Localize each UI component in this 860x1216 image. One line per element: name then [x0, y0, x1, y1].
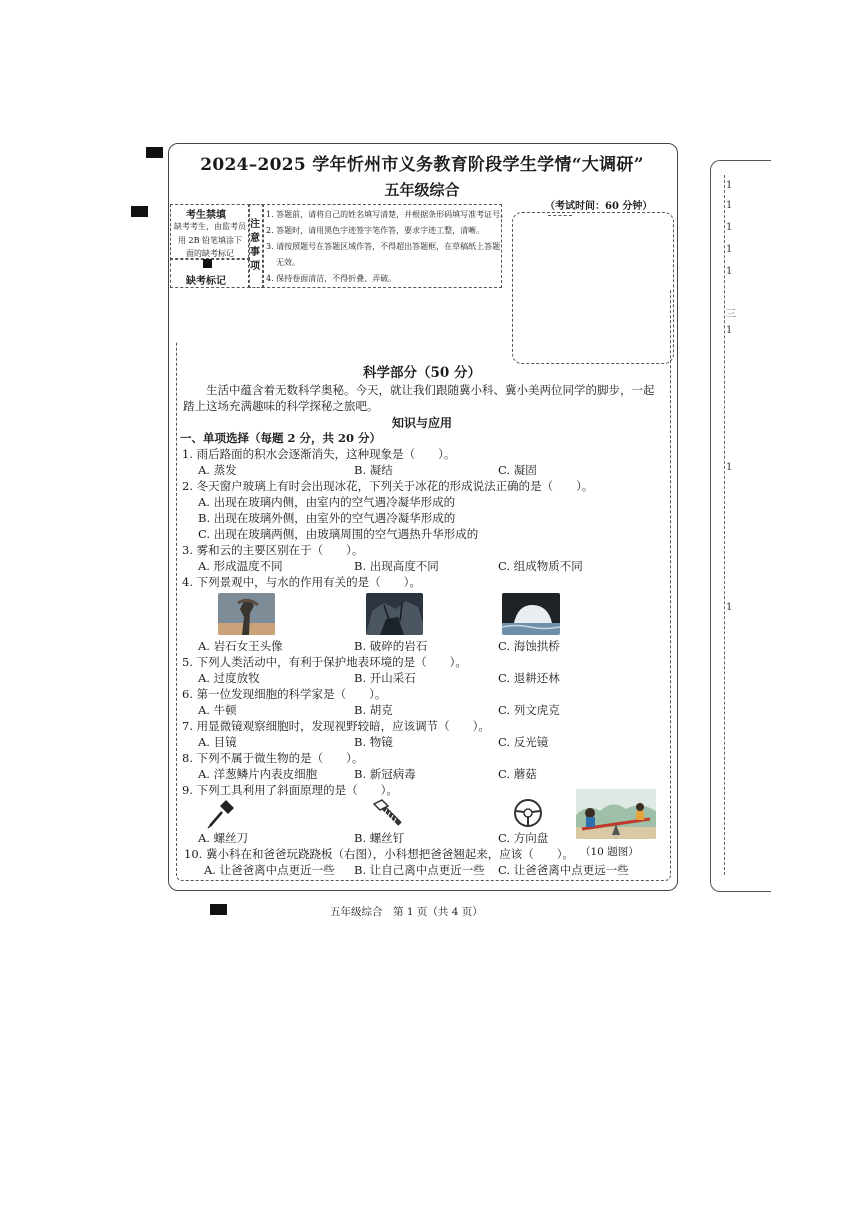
- option[interactable]: B. 让自己离中点更近一些: [354, 863, 485, 877]
- notice-line: 4. 保持卷面清洁，不得折叠、弄破。: [266, 274, 397, 283]
- notice-line: 无效。: [276, 258, 300, 267]
- option[interactable]: B. 物镜: [354, 735, 393, 749]
- option[interactable]: B. 螺丝钉: [354, 831, 405, 845]
- question-stem: 9. 下列工具利用了斜面原理的是（ ）。: [182, 783, 398, 797]
- notice-label: 注意事项: [250, 219, 260, 272]
- question-stem: 8. 下列不属于微生物的是（ ）。: [182, 751, 364, 765]
- next-page-tick: 1: [726, 602, 733, 613]
- group-title: 一、单项选择（每题 2 分，共 20 分）: [180, 431, 382, 445]
- option[interactable]: C. 列文虎克: [498, 703, 560, 717]
- option[interactable]: C. 退耕还林: [498, 671, 560, 685]
- notice-line: 1. 答题前，请将自己的姓名填写清楚，并根据条形码填写准考证号。: [266, 210, 509, 219]
- option[interactable]: C. 组成物质不同: [498, 559, 583, 573]
- blank-area: [176, 290, 502, 342]
- absent-label: 缺考标记: [186, 276, 226, 287]
- science-section-title: 科学部分（50 分）: [363, 365, 481, 381]
- notice-line: 3. 请按照题号在答题区域作答，不得超出答题框，在草稿纸上答题: [266, 242, 501, 251]
- option[interactable]: A. 目镜: [198, 735, 237, 749]
- option[interactable]: B. 凝结: [354, 463, 393, 477]
- exam-time: （考试时间：60 分钟）: [545, 201, 653, 212]
- option[interactable]: C. 方向盘: [498, 831, 549, 845]
- registration-mark: [146, 147, 163, 158]
- question-stem: 1. 雨后路面的积水会逐渐消失，这种现象是（ ）。: [182, 447, 456, 461]
- option[interactable]: A. 过度放牧: [198, 671, 260, 685]
- figure-caption: （10 题图）: [580, 846, 639, 858]
- option[interactable]: A. 出现在玻璃内侧，由室内的空气遇冷凝华形成的: [198, 495, 456, 509]
- sea-arch-photo: [502, 593, 560, 635]
- intro-line: 生活中蕴含着无数科学奥秘。今天，就让我们跟随冀小科、冀小美两位同学的脚步，一起: [206, 383, 655, 397]
- screwdriver-icon: [206, 798, 236, 830]
- option[interactable]: C. 让爸爸离中点更远一些: [498, 863, 629, 877]
- option[interactable]: A. 蒸发: [198, 463, 237, 477]
- intro-line: 踏上这场充满趣味的科学探秘之旅吧。: [183, 399, 379, 413]
- option[interactable]: B. 破碎的岩石: [354, 639, 428, 653]
- option[interactable]: A. 牛顿: [198, 703, 237, 717]
- absent-mark-square[interactable]: [203, 259, 212, 268]
- registration-mark: [210, 904, 227, 915]
- option[interactable]: B. 出现高度不同: [354, 559, 439, 573]
- barcode-slot: [548, 215, 572, 216]
- question-stem: 10. 冀小科在和爸爸玩跷跷板（右图），小科想把爸爸翘起来，应该（ ）。: [184, 847, 574, 861]
- next-page-tick: 1: [726, 266, 733, 277]
- page-footer: 五年级综合 第 1 页（共 4 页）: [330, 906, 483, 918]
- next-page-tick: 三: [726, 309, 736, 320]
- option[interactable]: C. 凝固: [498, 463, 537, 477]
- next-page-tick: 1: [726, 244, 733, 255]
- question-stem: 6. 第一位发现细胞的科学家是（ ）。: [182, 687, 387, 701]
- registration-mark: [131, 206, 148, 217]
- question-stem: 3. 雾和云的主要区别在于（ ）。: [182, 543, 364, 557]
- option[interactable]: A. 形成温度不同: [198, 559, 283, 573]
- option[interactable]: A. 洋葱鳞片内表皮细胞: [198, 767, 318, 781]
- question-stem: 7. 用显微镜观察细胞时，发现视野较暗，应该调节（ ）。: [182, 719, 490, 733]
- option[interactable]: B. 新冠病毒: [354, 767, 416, 781]
- option[interactable]: B. 出现在玻璃外侧，由室外的空气遇冷凝华形成的: [198, 511, 456, 525]
- forbidden-label: 考生禁填: [186, 210, 226, 221]
- exam-subtitle: 五年级综合: [384, 181, 460, 199]
- exam-title: 2024–2025 学年忻州市义务教育阶段学生学情“大调研”: [200, 155, 644, 175]
- next-page-tick: 1: [726, 200, 733, 211]
- next-page-dashed-border: [724, 175, 727, 875]
- option[interactable]: B. 开山采石: [354, 671, 416, 685]
- option[interactable]: C. 蘑菇: [498, 767, 537, 781]
- screw-bolt-icon: [370, 798, 404, 830]
- next-page-tick: 1: [726, 222, 733, 233]
- next-page-tick: 1: [726, 325, 733, 336]
- option[interactable]: A. 岩石女王头像: [198, 639, 283, 653]
- option[interactable]: B. 胡克: [354, 703, 393, 717]
- question-stem: 2. 冬天窗户玻璃上有时会出现冰花，下列关于冰花的形成说法正确的是（ ）。: [182, 479, 594, 493]
- next-page-tick: 1: [726, 180, 733, 191]
- steering-wheel-icon: [512, 798, 544, 828]
- question-stem: 5. 下列人类活动中，有利于保护地表环境的是（ ）。: [182, 655, 467, 669]
- option[interactable]: A. 螺丝刀: [198, 831, 249, 845]
- option[interactable]: C. 出现在玻璃两侧，由玻璃周围的空气遇热升华形成的: [198, 527, 479, 541]
- seesaw-figure: [576, 789, 656, 839]
- part-title: 知识与应用: [391, 416, 452, 430]
- notice-line: 2. 答题时，请用黑色字迹签字笔作答，要求字迹工整，清晰。: [266, 226, 485, 235]
- broken-rock-photo: [366, 593, 423, 635]
- question-stem: 4. 下列景观中，与水的作用有关的是（ ）。: [182, 575, 421, 589]
- option[interactable]: A. 让爸爸离中点更近一些: [204, 863, 335, 877]
- rock-queen-head-photo: [218, 593, 275, 635]
- forbidden-note: 缺考考生，由监考员用 2B 铅笔填涂下面的缺考标记: [174, 222, 246, 258]
- next-page-edge: [710, 160, 771, 892]
- option[interactable]: C. 反光镜: [498, 735, 549, 749]
- next-page-tick: 1: [726, 462, 733, 473]
- option[interactable]: C. 海蚀拱桥: [498, 639, 560, 653]
